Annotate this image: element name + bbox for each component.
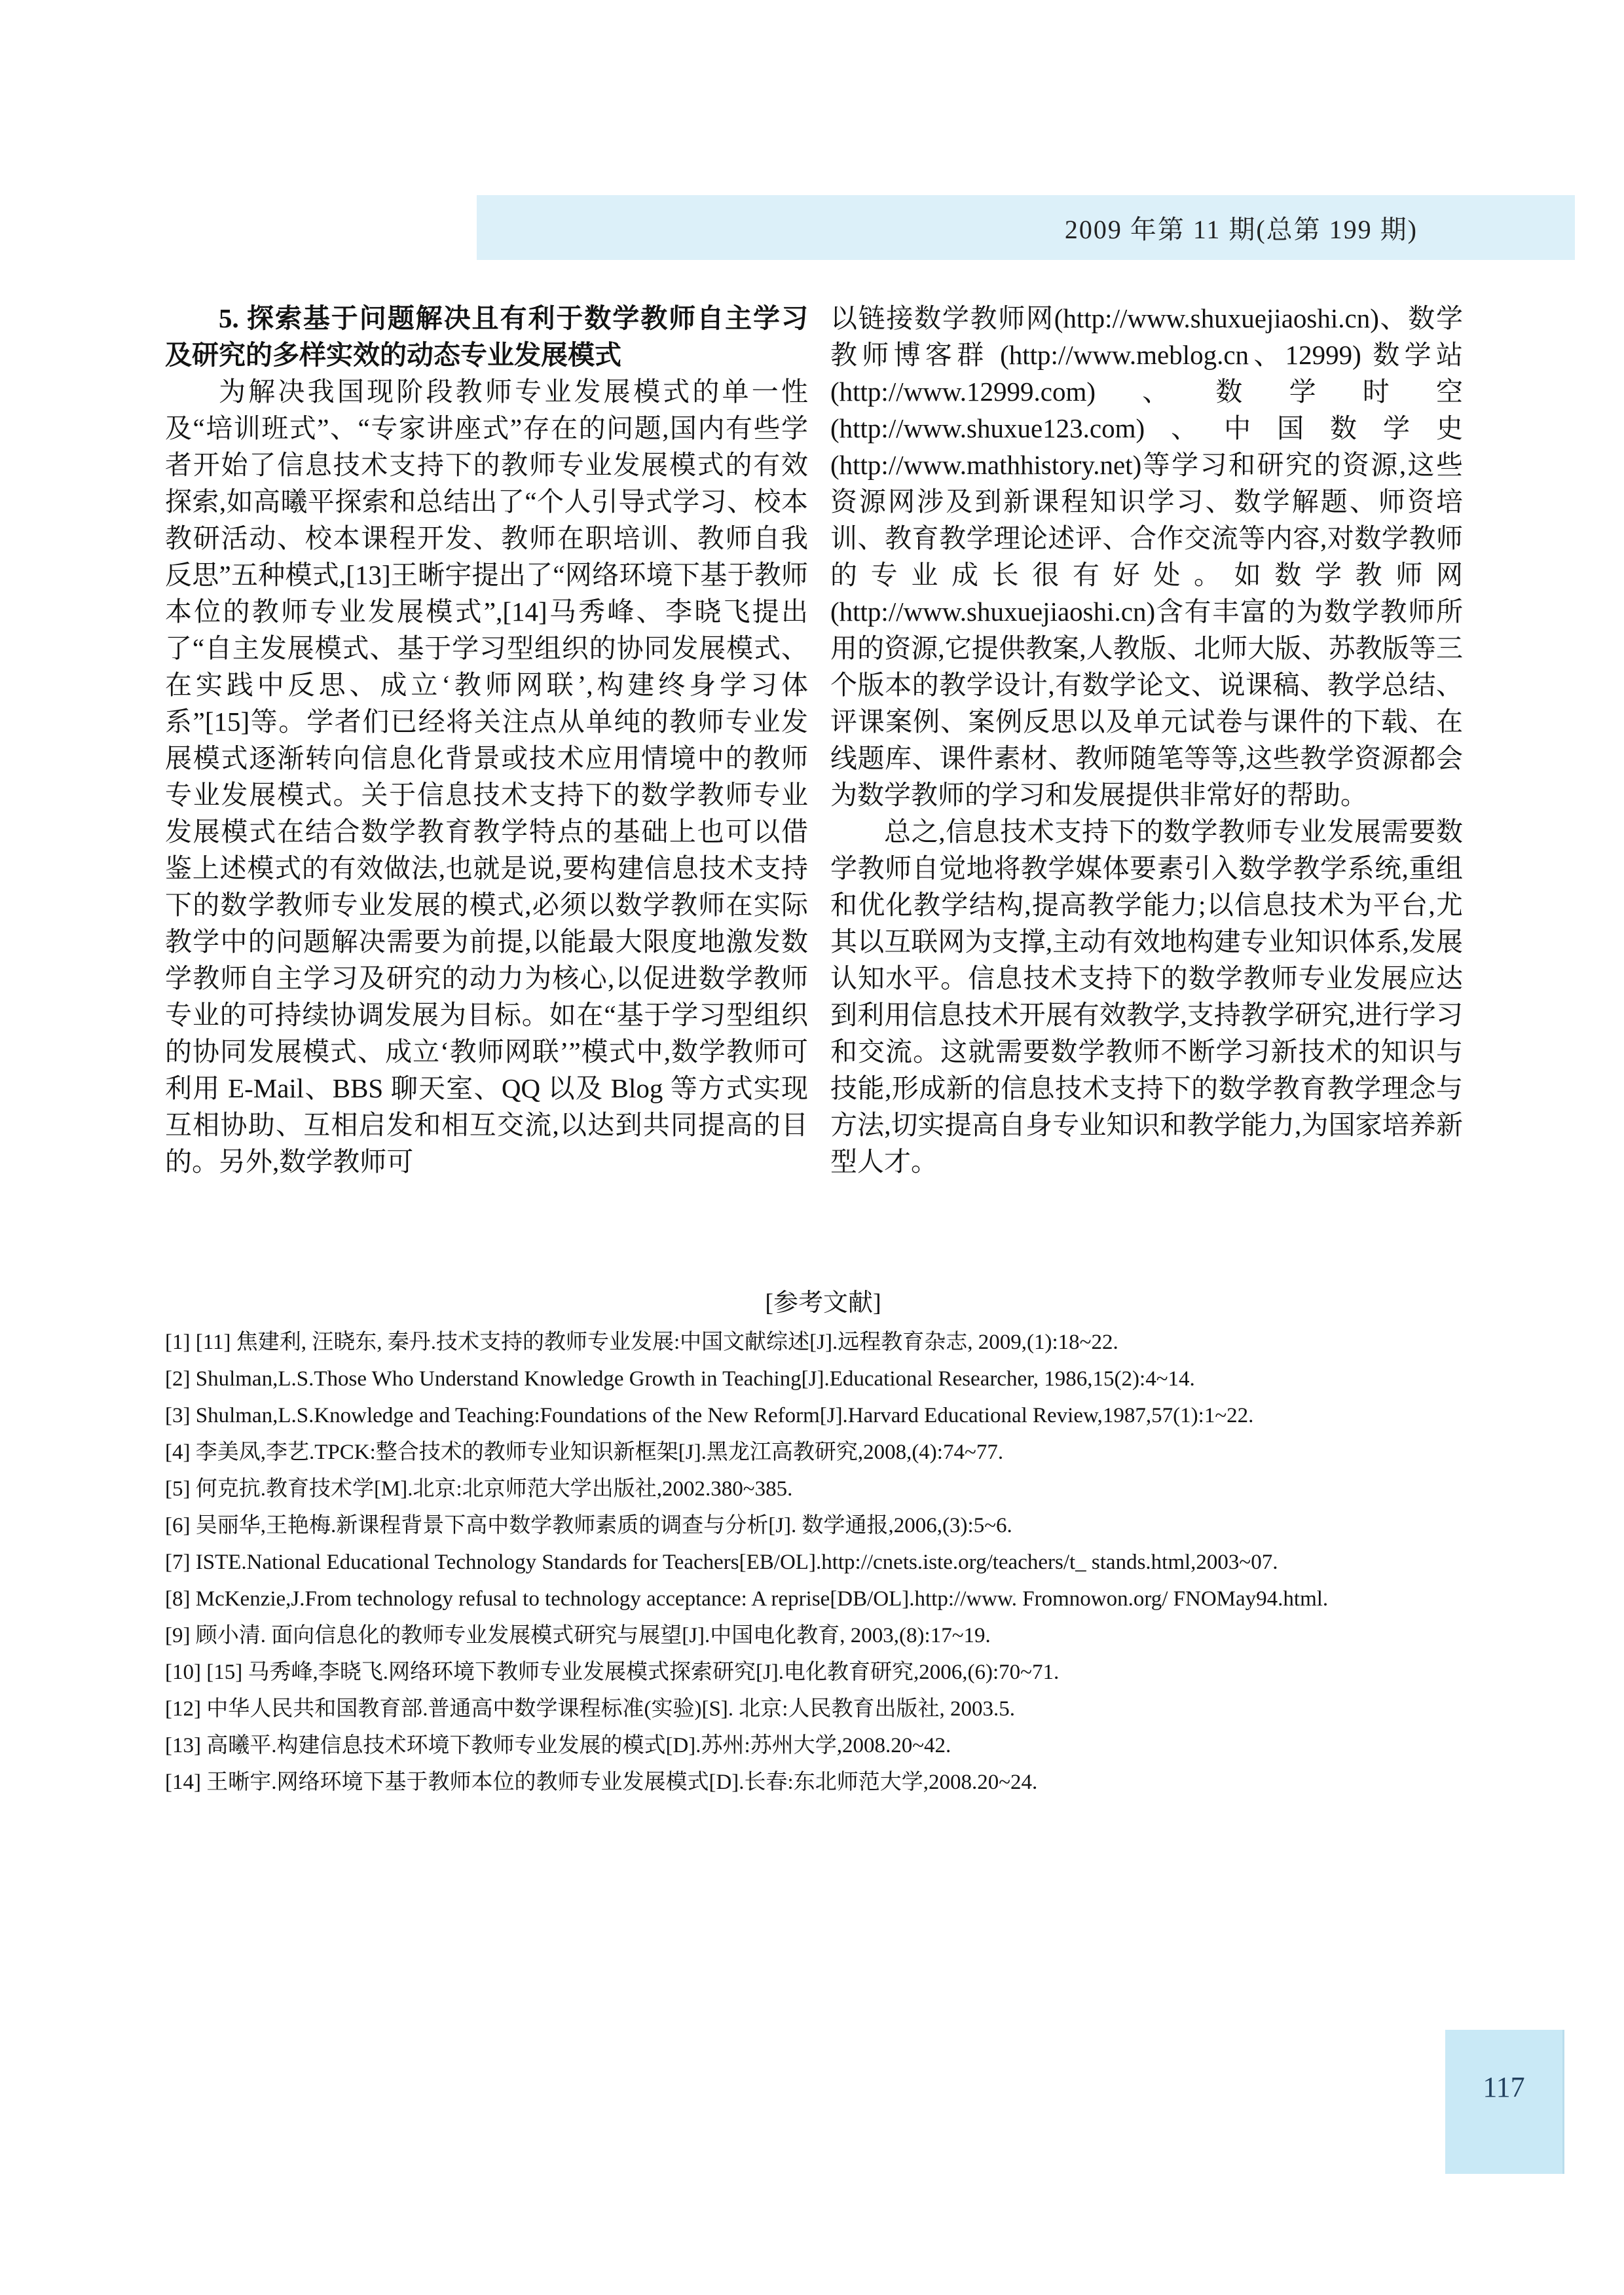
reference-item: [14] 王晰宇.网络环境下基于教师本位的教师专业发展模式[D].长春:东北师范大学,2008.20~24.: [165, 1771, 1038, 1794]
reference-item: [12] 中华人民共和国教育部.普通高中数学课程标准(实验)[S]. 北京:人民教育出版社, 2003.5.: [165, 1697, 1015, 1721]
body-paragraph-continuation: 以链接数学教师网(http://www.shuxuejiaoshi.cn)、数学教师博客群 (http://www.meblog.cn、12999) 数学站(http://www.12999.com)、数学时空(http://www.shuxue123.com)、中国数学史(http://www.mathhistory.net)等学习和研究的资源,这些资源网涉及到新课程知识学习、数学解题、师资培训、教育教学理论述评、合作交流等内容,对数学教师的专业成长很有好处。如数学教师网(http://www.shuxuejiaoshi.cn)含有丰富的为数学教师所用的资源,它提供教案,人教版、北师大版、苏教版等三个版本的教学设计,有数学论文、说课稿、教学总结、评课案例、案例反思以及单元试卷与课件的下载、在线题库、课件素材、教师随笔等等,这些教学资源都会为数学教师的学习和发展提供非常好的帮助。: [830, 303, 1463, 810]
journal-issue-banner: [477, 195, 1575, 260]
body-paragraph-left: 为解决我国现阶段教师专业发展模式的单一性及“培训班式”、“专家讲座式”存在的问题,国内有些学者开始了信息技术支持下的教师专业发展模式的有效探索,如高曦平探索和总结出了“个人引导式学习、校本教研活动、校本课程开发、教师在职培训、教师自我反思”五种模式,[13]王晰宇提出了“网络环境下基于教师本位的教师专业发展模式”,[14]马秀峰、李晓飞提出了“自主发展模式、基于学习型组织的协同发展模式、在实践中反思、成立‘教师网联’,构建终身学习体系”[15]等。学者们已经将关注点从单纯的教师专业发展模式逐渐转向信息化背景或技术应用情境中的教师专业发展模式。关于信息技术支持下的数学教师专业发展模式在结合数学教育教学特点的基础上也可以借鉴上述模式的有效做法,也就是说,要构建信息技术支持下的数学教师专业发展的模式,必须以数学教师在实际教学中的问题解决需要为前提,以能最大限度地激发数学教师自主学习及研究的动力为核心,以促进数学教师专业的可持续协调发展为目标。如在“基于学习型组织的协同发展模式、成立‘教师网联’”模式中,数学教师可利用 E-Mail、BBS 聊天室、QQ 以及 Blog 等方式实现互相协助、互相启发和相互交流,以达到共同提高的目的。另外,数学教师可: [165, 376, 808, 1177]
page-number: 117: [1483, 2071, 1525, 2103]
reference-item: [3] Shulman,L.S.Knowledge and Teaching:Foundations of the New Reform[J].Harvard Educational Review,1987,57(1):1~22.: [165, 1404, 1254, 1427]
reference-item: [5] 何克抗.教育技术学[M].北京:北京师范大学出版社,2002.380~385.: [165, 1477, 793, 1501]
reference-item: [8] McKenzie,J.From technology refusal to technology acceptance: A reprise[DB/OL].http://www. Fromnowon.org/ FNOMay94.html.: [165, 1587, 1329, 1611]
page-number-box: [1445, 2030, 1564, 2174]
reference-item: [4] 李美凤,李艺.TPCK:整合技术的教师专业知识新框架[J].黑龙江高教研究,2008,(4):74~77.: [165, 1441, 1004, 1464]
issue-text: 2009 年第 11 期(总第 199 期): [1064, 215, 1418, 244]
body-paragraph-summary: 总之,信息技术支持下的数学教师专业发展需要数学教师自觉地将教学媒体要素引入数学教学系统,重组和优化教学结构,提高教学能力;以信息技术为平台,尤其以互联网为支撑,主动有效地构建专业知识体系,发展认知水平。信息技术支持下的数学教师专业发展应达到利用信息技术开展有效教学,支持教学研究,进行学习和交流。这就需要数学教师不断学习新技术的知识与技能,形成新的信息技术支持下的数学教育教学理念与方法,切实提高自身专业知识和教学能力,为国家培养新型人才。: [830, 817, 1463, 1177]
section-heading: 5. 探索基于问题解决且有利于数学教师自主学习及研究的多样实效的动态专业发展模式: [165, 303, 808, 370]
reference-item: [7] ISTE.National Educational Technology Standards for Teachers[EB/OL].http://cnets.iste.org/teachers/t_ stands.html,2003~07.: [165, 1551, 1278, 1574]
article-right-column: [830, 300, 1463, 1180]
reference-item: [6] 吴丽华,王艳梅.新课程背景下高中数学教师素质的调查与分析[J]. 数学通报,2006,(3):5~6.: [165, 1514, 1012, 1537]
reference-item: [1] [11] 焦建利, 汪晓东, 秦丹.技术支持的教师专业发展:中国文献综述[J].远程教育杂志, 2009,(1):18~22.: [165, 1331, 1118, 1354]
reference-item: [2] Shulman,L.S.Those Who Understand Knowledge Growth in Teaching[J].Educational Researcher, 1986,15(2):4~14.: [165, 1367, 1195, 1391]
reference-item: [10] [15] 马秀峰,李晓飞.网络环境下教师专业发展模式探索研究[J].电化教育研究,2006,(6):70~71.: [165, 1661, 1060, 1684]
references-section: [165, 1285, 1481, 1801]
reference-item: [13] 高曦平.构建信息技术环境下教师专业发展的模式[D].苏州:苏州大学,2008.20~42.: [165, 1734, 951, 1757]
references-heading: [参考文献]: [765, 1289, 881, 1317]
reference-list: [165, 1324, 1481, 1801]
reference-item: [9] 顾小清. 面向信息化的教师专业发展模式研究与展望[J].中国电化教育, 2003,(8):17~19.: [165, 1624, 991, 1647]
article-left-column: [165, 300, 808, 1180]
